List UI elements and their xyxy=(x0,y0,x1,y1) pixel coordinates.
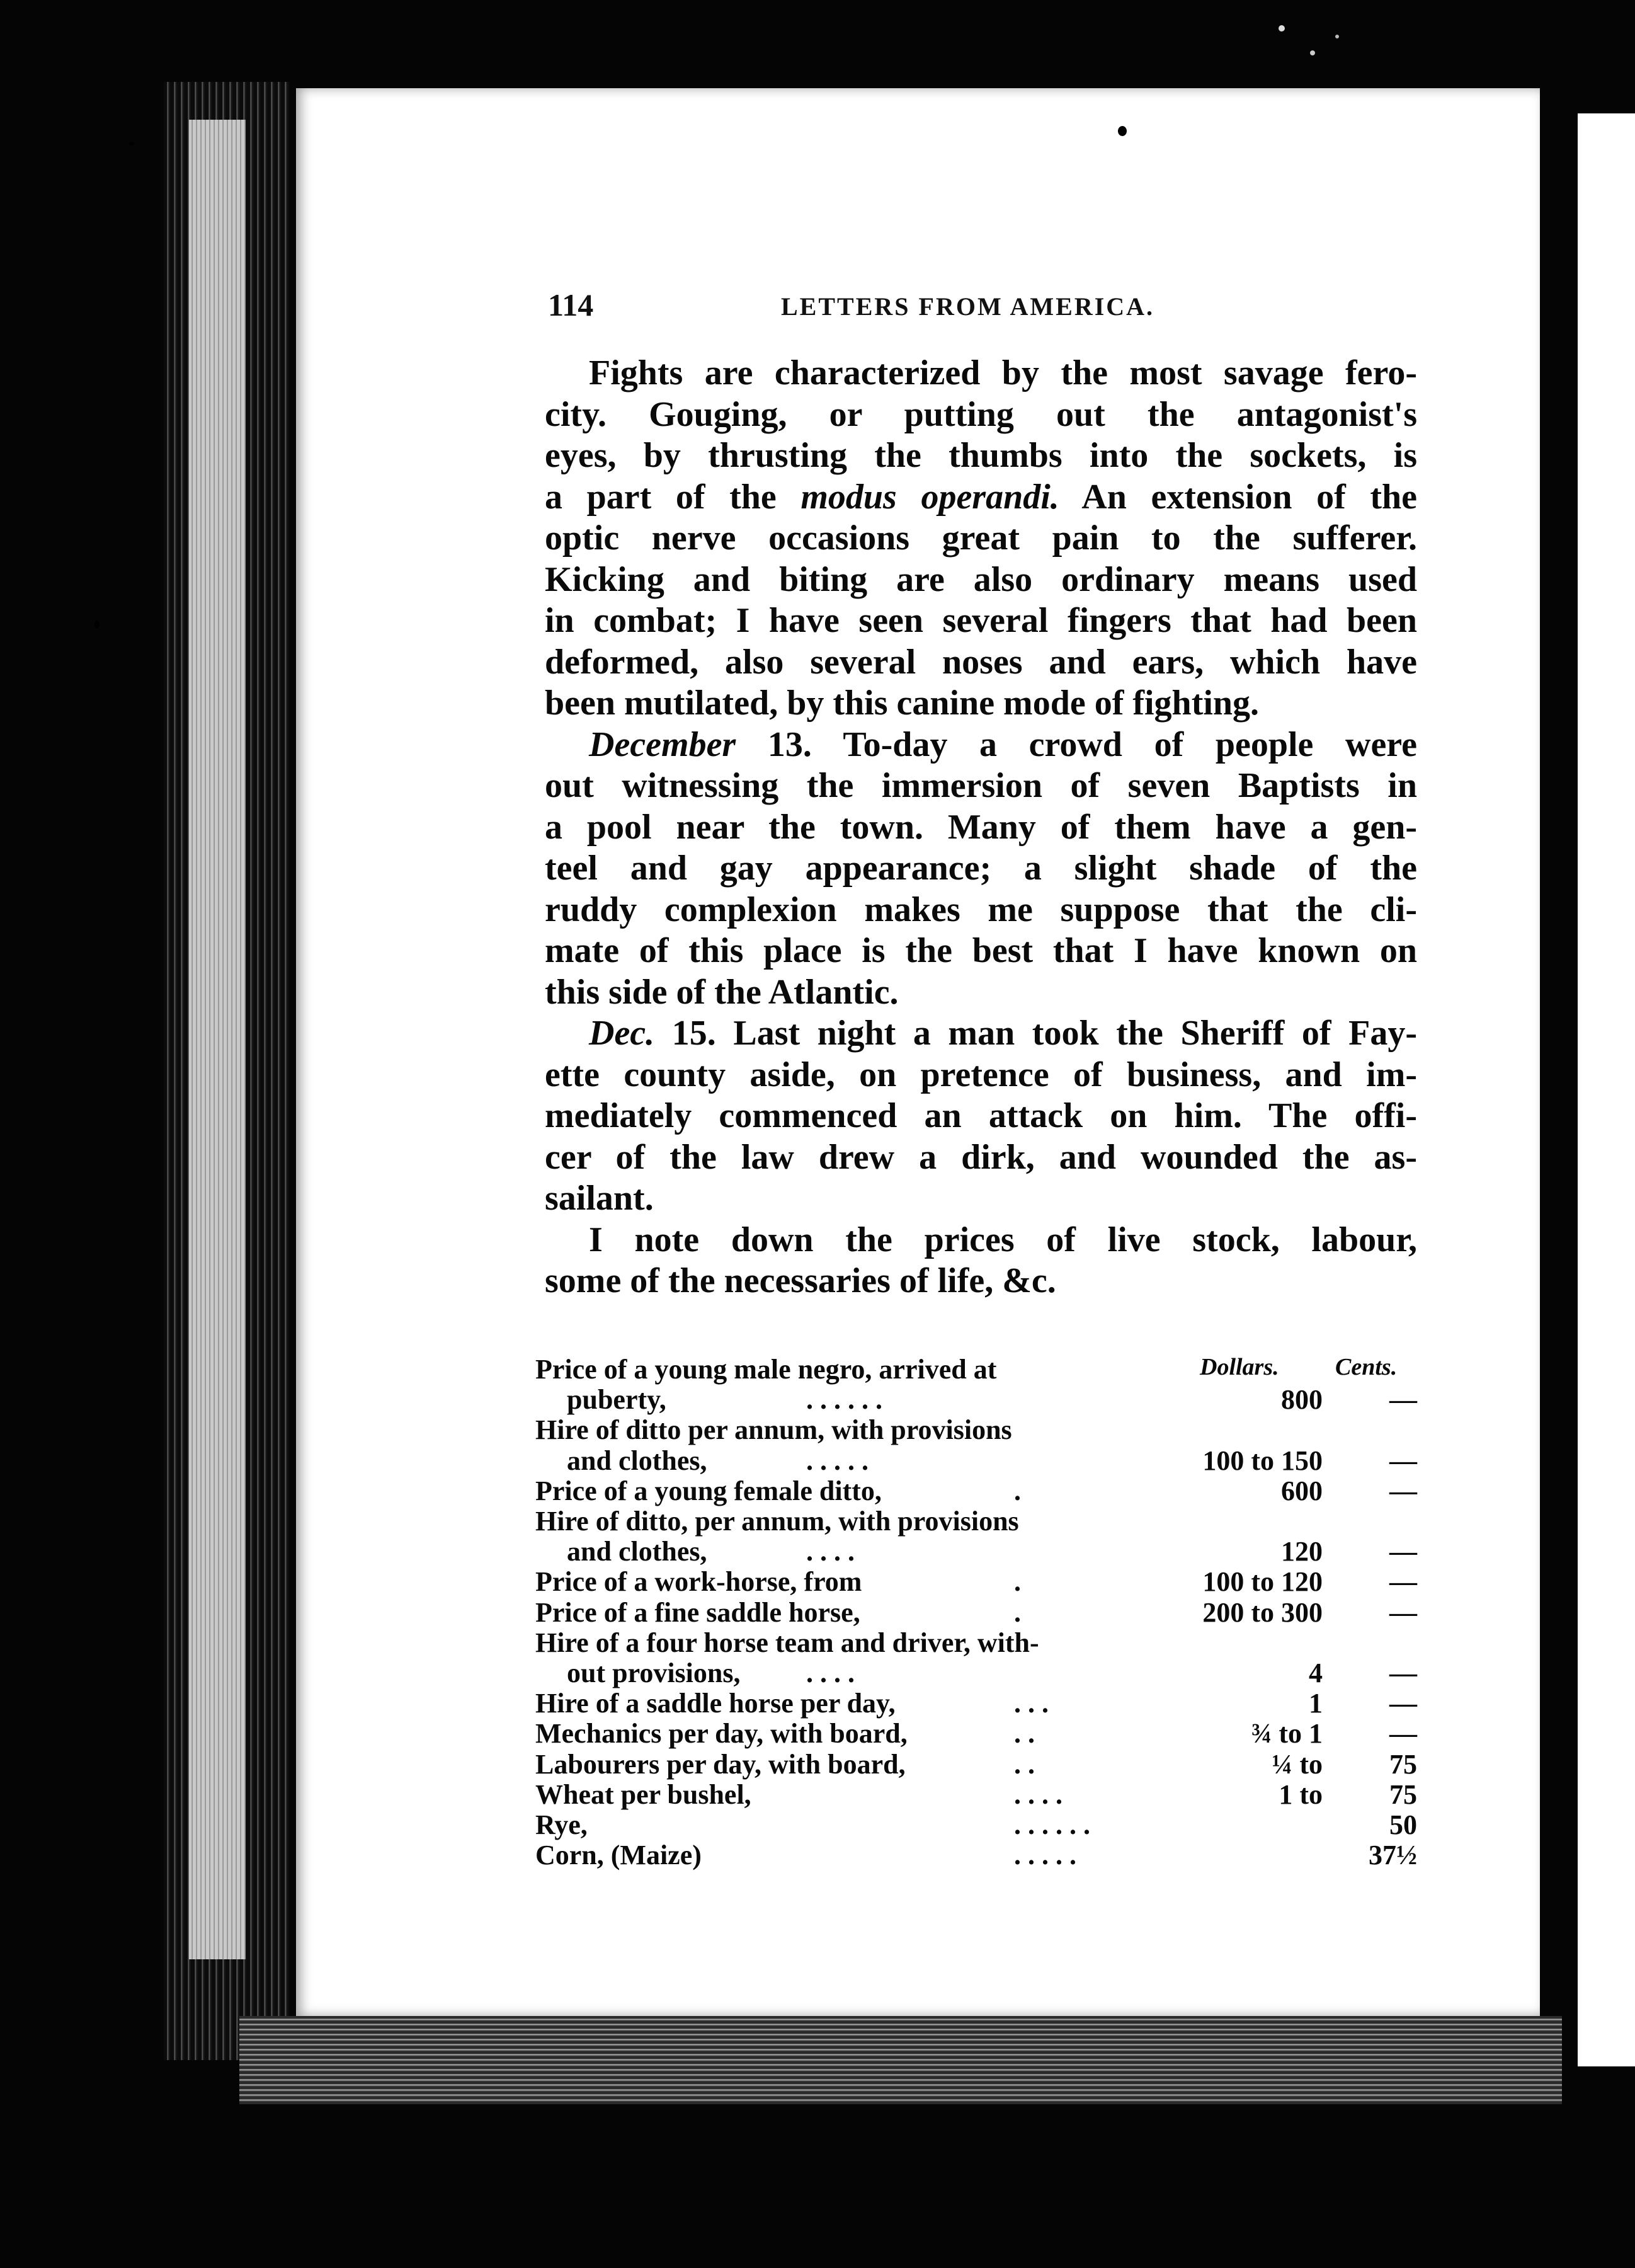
cents-header: Cents. xyxy=(1335,1354,1398,1380)
dollars-value: 100 to 120 xyxy=(1202,1566,1323,1598)
cents-value: 50 xyxy=(1389,1809,1417,1840)
text-line xyxy=(545,807,1417,849)
text-line xyxy=(545,765,1417,807)
leader-dots: . xyxy=(1014,1566,1021,1598)
text-line xyxy=(545,559,1417,601)
leader-dots: . . . xyxy=(1014,1688,1049,1719)
dollars-value: ¼ to xyxy=(1272,1748,1323,1780)
table-row xyxy=(535,1445,1417,1475)
row-description: Hire of ditto per annum, with provisions xyxy=(535,1414,1012,1446)
leader-dots: . . . . xyxy=(806,1658,855,1688)
table-row xyxy=(535,1748,1417,1778)
row-description: Price of a work-horse, from xyxy=(535,1566,862,1598)
leader-dots: . . xyxy=(1014,1718,1035,1750)
cents-value: 75 xyxy=(1389,1748,1417,1780)
scan-speck xyxy=(94,621,100,628)
line-text: teel and gay appearance; a slight shade of the xyxy=(545,849,1417,888)
line-text: ette county aside, on pretence of business, and im- xyxy=(545,1055,1417,1094)
scan-speck xyxy=(1310,50,1315,55)
row-description: Price of a young male negro, arrived at xyxy=(535,1354,997,1385)
line-text: in combat; I have seen several fingers that had been xyxy=(545,601,1417,640)
table-row xyxy=(535,1383,1417,1414)
scan-speck xyxy=(1279,25,1285,32)
text-line xyxy=(545,1137,1417,1179)
scan-speck xyxy=(129,142,134,146)
text-line xyxy=(545,394,1417,436)
line-text: this side of the Atlantic. xyxy=(545,972,899,1012)
dollars-value: 1 to xyxy=(1279,1778,1323,1810)
line-text: mediately commenced an attack on him. The offi- xyxy=(545,1096,1417,1135)
italic-date: December xyxy=(589,724,736,764)
text-line xyxy=(545,642,1417,684)
scan-speck xyxy=(1118,126,1127,136)
facing-page-edge xyxy=(1578,113,1635,2066)
line-text: been mutilated, by this canine mode of fighting. xyxy=(545,684,1260,723)
line-text: mate of this place is the best that I have known on xyxy=(545,931,1417,970)
table-row xyxy=(535,1809,1417,1839)
dollars-value: ¾ to 1 xyxy=(1251,1718,1323,1750)
dollars-value: 600 xyxy=(1281,1475,1323,1506)
leader-dots: . . . . xyxy=(1014,1778,1062,1810)
text-line xyxy=(545,890,1417,931)
row-description: and clothes, xyxy=(567,1445,707,1476)
line-text: a pool near the town. Many of them have a gen- xyxy=(545,807,1417,847)
text-line xyxy=(545,724,1417,766)
dollars-value: 800 xyxy=(1281,1384,1323,1416)
leader-dots: . . . . xyxy=(806,1536,855,1567)
row-description: Mechanics per day, with board, xyxy=(535,1718,908,1750)
cents-value: — xyxy=(1389,1536,1417,1567)
text-line xyxy=(545,1261,1417,1302)
table-row xyxy=(535,1353,1417,1383)
page-header xyxy=(548,287,1455,331)
dollars-value: 200 to 300 xyxy=(1202,1596,1323,1628)
text-line xyxy=(545,1220,1417,1261)
table-row xyxy=(535,1717,1417,1748)
italic-date: Dec. xyxy=(589,1014,655,1053)
running-title: LETTERS FROM AMERICA. xyxy=(781,292,1155,321)
row-description: Corn, (Maize) xyxy=(535,1840,702,1871)
line-text: I note down the prices of live stock, labour, xyxy=(589,1220,1417,1259)
text-line xyxy=(545,683,1417,724)
cents-value: — xyxy=(1389,1718,1417,1750)
row-description: Hire of a four horse team and driver, with- xyxy=(535,1627,1039,1658)
line-text: cer of the law drew a dirk, and wounded the as- xyxy=(545,1137,1417,1177)
row-description: Labourers per day, with board, xyxy=(535,1748,906,1780)
cents-value: — xyxy=(1389,1384,1417,1416)
dollars-value: 4 xyxy=(1309,1658,1323,1688)
text-line xyxy=(545,1055,1417,1096)
page-edges-light xyxy=(189,120,246,1959)
line-text: deformed, also several noses and ears, which have xyxy=(545,642,1417,682)
table-row xyxy=(535,1627,1417,1657)
table-row xyxy=(535,1566,1417,1596)
text-line xyxy=(545,518,1417,559)
table-row xyxy=(535,1535,1417,1566)
cents-value: — xyxy=(1389,1445,1417,1476)
line-text: eyes, by thrusting the thumbs into the sockets, is xyxy=(545,436,1417,475)
cents-value: 75 xyxy=(1389,1778,1417,1810)
row-description: Price of a young female ditto, xyxy=(535,1475,882,1506)
row-description: out provisions, xyxy=(567,1658,741,1688)
leader-dots: . . xyxy=(1014,1748,1035,1780)
leader-dots: . . . . . xyxy=(1014,1840,1076,1871)
dollars-header: Dollars. xyxy=(1200,1354,1279,1380)
table-row xyxy=(535,1657,1417,1687)
line-text: Kicking and biting are also ordinary means used xyxy=(545,559,1417,599)
page-number: 114 xyxy=(548,287,594,323)
text-line xyxy=(545,972,1417,1014)
line-text: optic nerve occasions great pain to the sufferer. xyxy=(545,518,1417,558)
row-description: and clothes, xyxy=(567,1536,707,1567)
table-row xyxy=(535,1475,1417,1505)
leader-dots: . . . . . . xyxy=(806,1384,882,1416)
row-description: puberty, xyxy=(567,1384,666,1416)
text-line xyxy=(545,600,1417,642)
row-description: Rye, xyxy=(535,1809,588,1840)
leader-dots: . . . . . xyxy=(806,1445,869,1476)
text-line xyxy=(545,1178,1417,1220)
line-text: sailant. xyxy=(545,1179,654,1218)
italic-phrase: modus operandi. xyxy=(800,477,1059,517)
table-row xyxy=(535,1839,1417,1869)
table-row xyxy=(535,1414,1417,1444)
table-row xyxy=(535,1505,1417,1535)
dollars-value: 100 to 150 xyxy=(1202,1445,1323,1476)
cents-value: — xyxy=(1389,1688,1417,1719)
line-text: a part of the xyxy=(545,477,801,517)
cents-value: — xyxy=(1389,1475,1417,1506)
line-text: city. Gouging, or putting out the antagonist's xyxy=(545,394,1417,434)
line-text: 15. Last night a man took the Sheriff of Fay- xyxy=(654,1014,1417,1053)
page-edges-bottom xyxy=(239,2016,1562,2104)
text-line xyxy=(545,477,1417,518)
leader-dots: . xyxy=(1014,1475,1021,1506)
line-text: Fights are characterized by the most savage fero- xyxy=(589,353,1417,392)
row-description: Hire of ditto, per annum, with provisions xyxy=(535,1506,1019,1537)
text-line xyxy=(545,435,1417,477)
cents-value: — xyxy=(1389,1596,1417,1628)
cents-value: — xyxy=(1389,1566,1417,1598)
table-row xyxy=(535,1596,1417,1627)
dollars-value: 1 xyxy=(1309,1688,1323,1719)
text-line xyxy=(545,848,1417,890)
text-line xyxy=(545,931,1417,972)
text-line xyxy=(545,1096,1417,1137)
line-text: ruddy complexion makes me suppose that the cli- xyxy=(545,890,1417,929)
body-text xyxy=(545,353,1417,1302)
cents-value: 37½ xyxy=(1369,1840,1417,1871)
cents-value: — xyxy=(1389,1658,1417,1688)
dollars-value: 120 xyxy=(1281,1536,1323,1567)
table-row xyxy=(535,1687,1417,1717)
row-description: Price of a fine saddle horse, xyxy=(535,1596,860,1628)
line-text: some of the necessaries of life, &c. xyxy=(545,1261,1056,1300)
row-description: Wheat per bushel, xyxy=(535,1778,751,1810)
row-description: Hire of a saddle horse per day, xyxy=(535,1688,896,1719)
text-line xyxy=(545,353,1417,394)
leader-dots: . xyxy=(1014,1596,1021,1628)
line-text-rest: An extension of the xyxy=(1059,477,1417,517)
scan-speck xyxy=(1335,35,1339,38)
line-text: out witnessing the immersion of seven Baptists in xyxy=(545,766,1417,805)
table-row xyxy=(535,1778,1417,1809)
text-line xyxy=(545,1013,1417,1055)
line-text: 13. To-day a crowd of people were xyxy=(736,724,1417,764)
leader-dots: . . . . . . xyxy=(1014,1809,1090,1840)
